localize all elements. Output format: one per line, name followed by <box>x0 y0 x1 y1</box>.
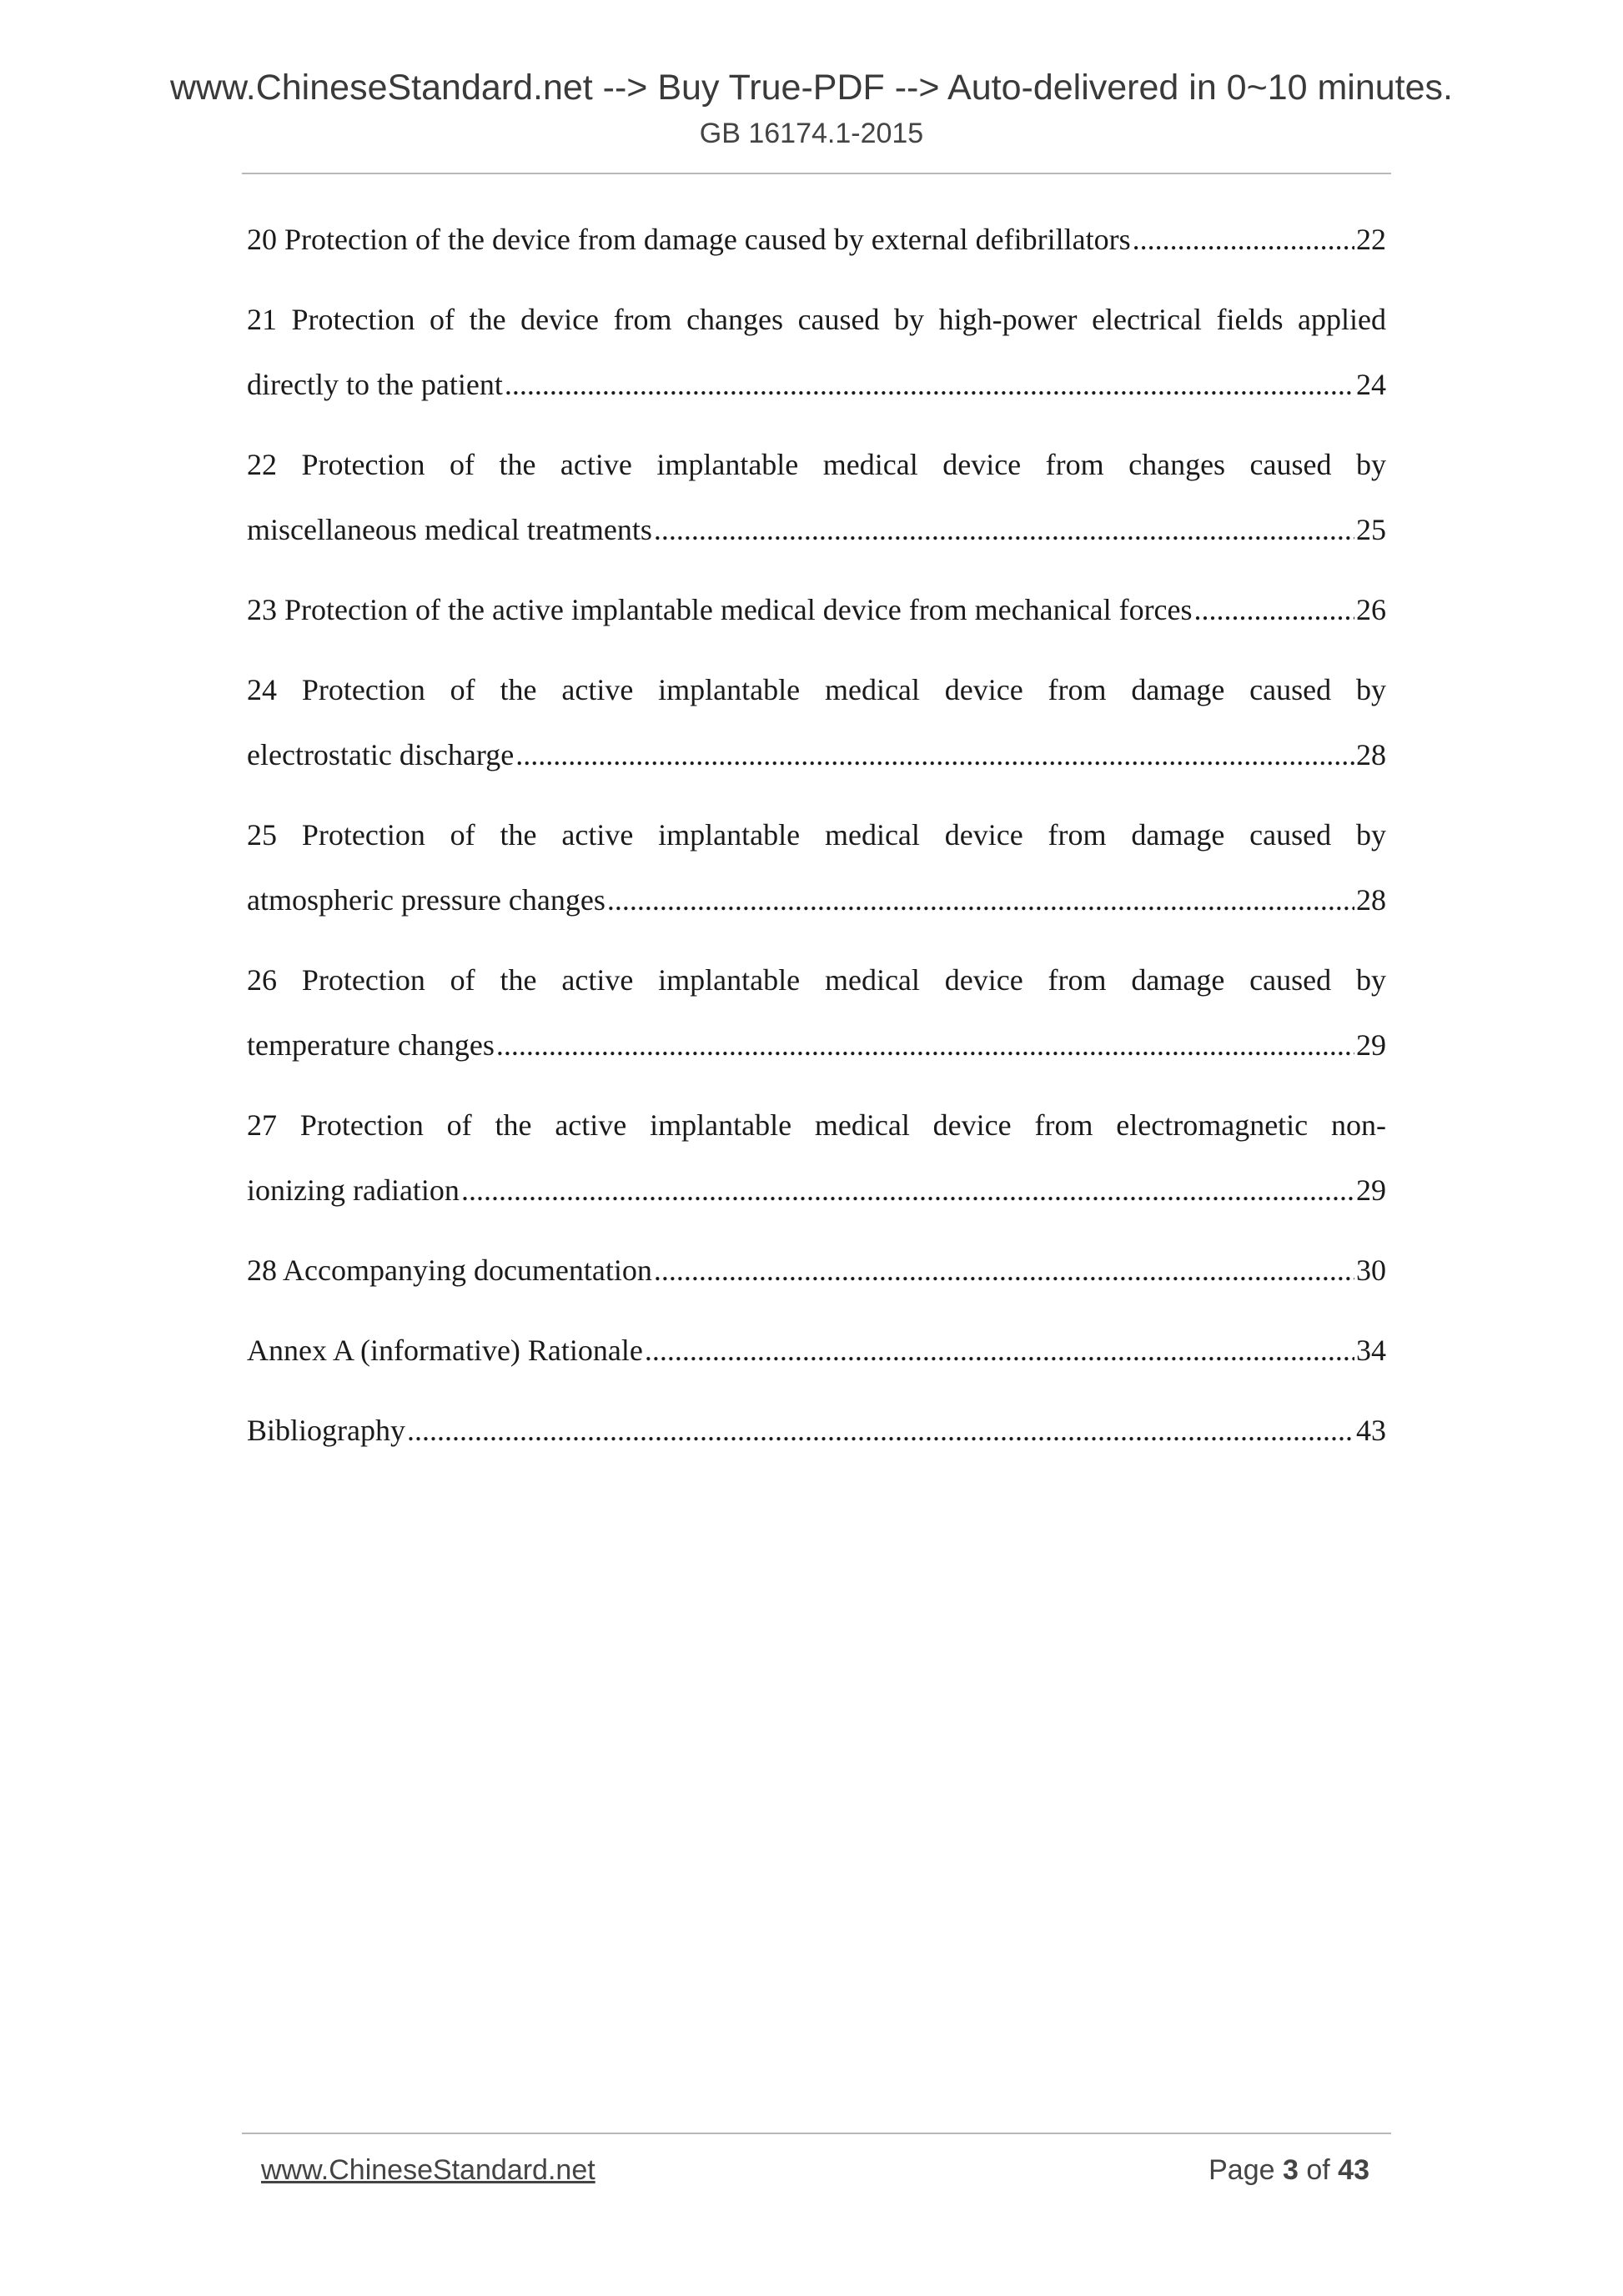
header-divider <box>242 173 1391 174</box>
toc-title: ionizing radiation <box>247 1173 460 1207</box>
page-of: of <box>1306 2154 1330 2186</box>
toc-title: Bibliography <box>247 1414 405 1447</box>
toc-title: 28 Accompanying documentation <box>247 1254 652 1287</box>
toc-title-line: 22 Protection of the active implantable medical device from changes caused by <box>247 448 1386 481</box>
dot-leader <box>654 497 1354 562</box>
toc-entry[interactable] <box>247 432 1386 562</box>
dot-leader <box>607 867 1354 932</box>
toc-entry[interactable] <box>247 1238 1386 1303</box>
toc-page-number: 29 <box>1356 1028 1386 1062</box>
current-page: 3 <box>1282 2154 1299 2186</box>
toc-page-number: 28 <box>1356 738 1386 771</box>
toc-entry[interactable] <box>247 577 1386 642</box>
toc-entry[interactable] <box>247 1318 1386 1383</box>
toc-page-number: 43 <box>1356 1414 1386 1447</box>
toc-title: 20 Protection of the device from damage caused by external defibrillators <box>247 223 1131 256</box>
toc-line <box>247 1012 1386 1078</box>
toc-page-number: 22 <box>1356 223 1386 256</box>
toc-page-number: 30 <box>1356 1254 1386 1287</box>
toc-entry[interactable] <box>247 207 1386 272</box>
toc-entry[interactable] <box>247 657 1386 787</box>
toc-title-line: 27 Protection of the active implantable medical device from electromagnetic non- <box>247 1108 1386 1142</box>
toc-title: directly to the patient <box>247 368 503 401</box>
dot-leader <box>654 1238 1354 1303</box>
toc-title-line: 21 Protection of the device from changes caused by high-power electrical fields applied <box>247 303 1386 336</box>
page-prefix: Page <box>1208 2154 1275 2186</box>
toc-entry[interactable] <box>247 1093 1386 1223</box>
dot-leader <box>496 1012 1354 1078</box>
document-number: GB 16174.1-2015 <box>699 118 924 149</box>
toc-title: atmospheric pressure changes <box>247 883 605 917</box>
toc-page-number: 24 <box>1356 368 1386 401</box>
toc-title-line: 26 Protection of the active implantable medical device from damage caused by <box>247 963 1386 997</box>
footer-divider <box>242 2133 1391 2134</box>
toc-entry[interactable] <box>247 802 1386 932</box>
toc-line <box>247 867 1386 932</box>
table-of-contents <box>247 207 1386 1478</box>
toc-entry[interactable] <box>247 1398 1386 1463</box>
toc-page-number: 29 <box>1356 1173 1386 1207</box>
toc-line <box>247 352 1386 417</box>
toc-title: 23 Protection of the active implantable medical device from mechanical forces <box>247 593 1193 626</box>
dot-leader <box>645 1318 1354 1383</box>
toc-title: electrostatic discharge <box>247 738 515 771</box>
dot-leader <box>407 1398 1354 1463</box>
dot-leader <box>461 1158 1354 1223</box>
dot-leader <box>505 352 1354 417</box>
dot-leader <box>1133 207 1354 272</box>
toc-page-number: 28 <box>1356 883 1386 917</box>
dot-leader <box>1194 577 1354 642</box>
footer-website-link[interactable]: www.ChineseStandard.net <box>261 2154 595 2186</box>
toc-line <box>247 1398 1386 1463</box>
toc-line <box>247 207 1386 272</box>
page-indicator <box>1208 2152 1369 2188</box>
toc-title: temperature changes <box>247 1028 495 1062</box>
toc-title-line: 25 Protection of the active implantable medical device from damage caused by <box>247 818 1386 852</box>
toc-entry[interactable] <box>247 287 1386 417</box>
toc-page-number: 25 <box>1356 513 1386 546</box>
toc-entry[interactable] <box>247 947 1386 1078</box>
header-banner: www.ChineseStandard.net --> Buy True-PDF --> Auto-delivered in 0~10 minutes. <box>169 68 1453 108</box>
toc-title: miscellaneous medical treatments <box>247 513 652 546</box>
toc-line <box>247 497 1386 562</box>
toc-line <box>247 1238 1386 1303</box>
toc-page-number: 26 <box>1356 593 1386 626</box>
toc-line <box>247 1318 1386 1383</box>
dot-leader <box>515 722 1354 787</box>
toc-page-number: 34 <box>1356 1334 1386 1367</box>
total-pages: 43 <box>1338 2154 1369 2186</box>
toc-line <box>247 577 1386 642</box>
toc-line <box>247 1158 1386 1223</box>
toc-title-line: 24 Protection of the active implantable medical device from damage caused by <box>247 673 1386 706</box>
toc-line <box>247 722 1386 787</box>
toc-title: Annex A (informative) Rationale <box>247 1334 643 1367</box>
